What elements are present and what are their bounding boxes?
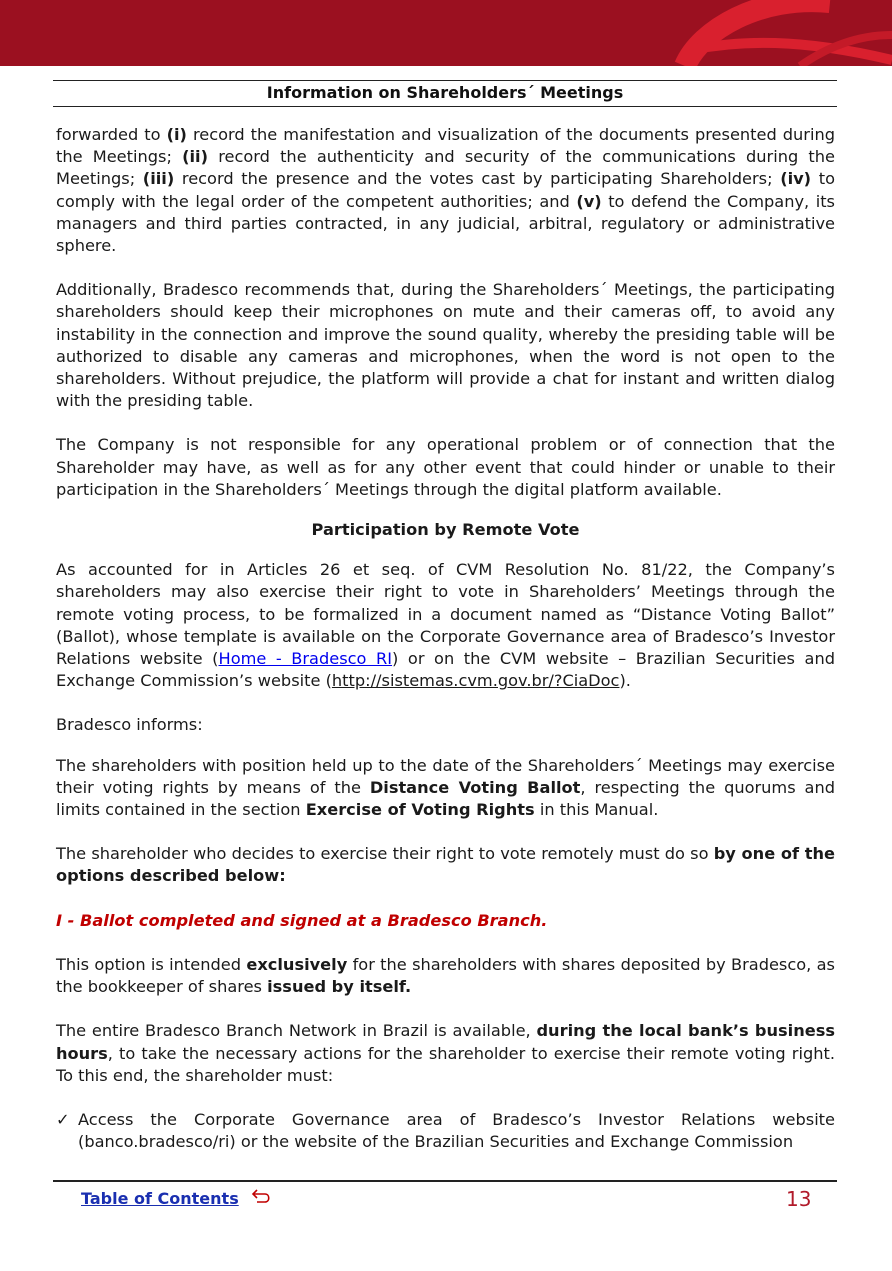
paragraph-disclaimer: The Company is not responsible for any operational problem or of connection that the Shareholder may have, as well as for any other event that could hinder or unable to their participation in the Shareholders´ Meetings through the digital platform available. <box>56 435 835 499</box>
paragraph-branch-network: The entire Bradesco Branch Network in Brazil is available, during the local bank’s business hours, to take the necessary actions for the shareholder to exercise their remote voting right. To this end, the shareholder must: <box>56 1021 835 1085</box>
paragraph-options: The shareholder who decides to exercise their right to vote remotely must do so by one of the options described below: <box>56 844 835 886</box>
list-item: ✓ Access the Corporate Governance area of Bradesco’s Investor Relations website (banco.bradesco/ri) or the website of the Brazilian Securities and Exchange Commission <box>56 1109 835 1152</box>
option-heading-branch: I - Ballot completed and signed at a Bradesco Branch. <box>56 910 548 930</box>
cvm-website-link[interactable]: http://sistemas.cvm.gov.br/?CiaDoc <box>331 671 620 691</box>
paragraph-microphones: Additionally, Bradesco recommends that, during the Shareholders´ Meetings, the participating shareholders should keep their microphones on mute and their cameras off, to avoid any instability in the connection and improve the sound quality, whereby the presiding table will be authorized to disable any cameras and microphones, when the word is not open to the shareholders. Without prejudice, the platform will provide a chat for instant and written dialog with the presiding table. <box>56 280 835 411</box>
paragraph-bradesco-informs: Bradesco informs: <box>56 715 203 735</box>
document-body <box>56 124 835 1153</box>
footer-rule <box>53 1180 837 1182</box>
top-banner <box>0 0 892 66</box>
paragraph-voting-rights: The shareholders with position held up to the date of the Shareholders´ Meetings may exercise their voting rights by means of the Distance Voting Ballot, respecting the quorums and limits contained in the section Exercise of Voting Rights in this Manual. <box>56 755 835 820</box>
section-title-remote-vote: Participation by Remote Vote <box>311 520 580 540</box>
checkmark-icon: ✓ <box>56 1109 70 1129</box>
header-rule <box>53 80 837 81</box>
paragraph-recording-purposes: forwarded to (i) record the manifestation and visualization of the documents presented during the Meetings; (ii) record the authenticity and security of the communications during the Meetings; (iii) record the presence and the votes cast by participating Shareholders; (iv) to comply with the legal order of the competent authorities; and (v) to defend the Company, its managers and third parties contracted, in any judicial, arbitral, regulatory or administrative sphere. <box>56 125 835 256</box>
header-rule <box>53 106 837 107</box>
table-of-contents-link[interactable]: Table of Contents <box>81 1189 239 1208</box>
paragraph-exclusively: This option is intended exclusively for the shareholders with shares deposited by Bradesco, as the bookkeeper of shares issued by itself. <box>56 954 835 997</box>
paragraph-remote-voting: As accounted for in Articles 26 et seq. of CVM Resolution No. 81/22, the Company’s shareholders may also exercise their right to vote in Shareholders’ Meetings through the remote voting process, to be formalized in a document named as “Distance Voting Ballot” (Ballot), whose template is available on the Corporate Governance area of Bradesco’s Investor Relations website (Home - Bradesco RI) or on the CVM website – Brazilian Securities and Exchange Commission’s website (http://sistemas.cvm.gov.br/?CiaDoc). <box>56 560 835 691</box>
return-arrow-icon[interactable] <box>251 1187 273 1205</box>
page-header-title: Information on Shareholders´ Meetings <box>266 83 624 102</box>
bradesco-logo-arc-icon <box>0 0 892 66</box>
bradesco-ri-link[interactable]: Home - Bradesco RI <box>218 649 393 669</box>
page-number: 13 <box>786 1187 812 1211</box>
